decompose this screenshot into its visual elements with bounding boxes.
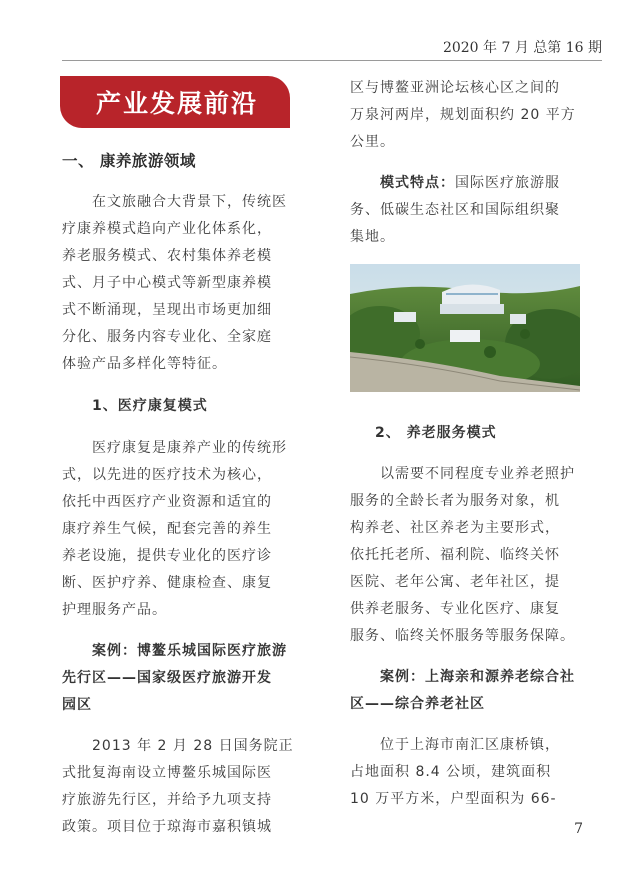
intro-line: 式、月子中心模式等新型康养模 bbox=[62, 275, 272, 291]
right-column-lower bbox=[350, 420, 583, 813]
model-features-text: 国际医疗旅游服 bbox=[455, 175, 560, 191]
shanghai-line: 位于上海市南汇区康桥镇， bbox=[350, 737, 560, 753]
case-title-boao: 先行区——国家级医疗旅游开发 bbox=[62, 670, 272, 686]
medical-line: 依托中西医疗产业资源和适宜的 bbox=[62, 494, 272, 510]
boao-continued-line: 万泉河两岸，规划面积约 20 平方 bbox=[350, 107, 576, 123]
boao-line: 疗旅游先行区，并给予九项支持 bbox=[62, 792, 272, 808]
section-title: 一、 康养旅游领域 bbox=[62, 152, 196, 170]
medical-line: 护理服务产品。 bbox=[62, 602, 167, 618]
model-features-line: 务、低碳生态社区和国际组织聚 bbox=[350, 202, 560, 218]
page-number: 7 bbox=[574, 821, 583, 837]
left-column bbox=[62, 148, 300, 841]
model-features-line: 集地。 bbox=[350, 229, 395, 245]
model-features-label: 模式特点： bbox=[380, 175, 455, 191]
elderly-line: 供养老服务、专业化医疗、康复 bbox=[350, 601, 560, 617]
boao-line: 2013 年 2 月 28 日国务院正 bbox=[62, 738, 294, 754]
elderly-line: 服务的全龄长者为服务对象，机 bbox=[350, 493, 560, 509]
case-title-shanghai: 案例：上海亲和源养老综合社 bbox=[350, 669, 575, 685]
model-features-line bbox=[350, 170, 583, 197]
intro-line: 体验产品多样化等特征。 bbox=[62, 356, 227, 372]
intro-line: 分化、服务内容专业化、全家庭 bbox=[62, 329, 272, 345]
intro-line: 式不断涌现，呈现出市场更加细 bbox=[62, 302, 272, 318]
medical-line: 断、医护疗养、健康检查、康复 bbox=[62, 575, 272, 591]
case-title-shanghai: 区——综合养老社区 bbox=[350, 696, 485, 712]
case-title-boao: 案例：博鳌乐城国际医疗旅游 bbox=[62, 643, 287, 659]
medical-line: 式，以先进的医疗技术为核心， bbox=[62, 467, 272, 483]
elderly-line: 以需要不同程度专业养老照护 bbox=[350, 466, 575, 482]
shanghai-line: 10 万平方米，户型面积为 66- bbox=[350, 791, 557, 807]
boao-line: 政策。项目位于琼海市嘉积镇城 bbox=[62, 819, 272, 835]
medical-line: 养老设施，提供专业化的医疗诊 bbox=[62, 548, 272, 564]
medical-line: 医疗康复是康养产业的传统形 bbox=[62, 440, 287, 456]
boao-continued-line: 公里。 bbox=[350, 134, 395, 150]
issue-header: 2020 年 7 月 总第 16 期 bbox=[442, 40, 602, 56]
intro-line: 疗康养模式趋向产业化体系化， bbox=[62, 221, 272, 237]
hospital-rendering-image bbox=[350, 264, 580, 392]
section-banner bbox=[60, 76, 290, 128]
intro-line: 养老服务模式、农村集体养老模 bbox=[62, 248, 272, 264]
right-column bbox=[350, 75, 583, 251]
shanghai-line: 占地面积 8.4 公顷，建筑面积 bbox=[350, 764, 552, 780]
intro-line: 在文旅融合大背景下，传统医 bbox=[62, 194, 287, 210]
elderly-line: 构养老、社区养老为主要形式， bbox=[350, 520, 560, 536]
medical-line: 康疗养生气候，配套完善的养生 bbox=[62, 521, 272, 537]
boao-continued-line: 区与博鳌亚洲论坛核心区之间的 bbox=[350, 80, 560, 96]
subsection-title-elderly: 2、 养老服务模式 bbox=[375, 425, 497, 441]
boao-line: 式批复海南设立博鳌乐城国际医 bbox=[62, 765, 272, 781]
subsection-title-medical: 1、医疗康复模式 bbox=[62, 398, 208, 414]
case-title-boao: 园区 bbox=[62, 697, 92, 713]
header-divider bbox=[62, 60, 602, 61]
banner-title: 产业发展前沿 bbox=[96, 89, 259, 118]
elderly-line: 服务、临终关怀服务等服务保障。 bbox=[350, 628, 575, 644]
elderly-line: 医院、老年公寓、老年社区，提 bbox=[350, 574, 560, 590]
elderly-line: 依托托老所、福利院、临终关怀 bbox=[350, 547, 560, 563]
